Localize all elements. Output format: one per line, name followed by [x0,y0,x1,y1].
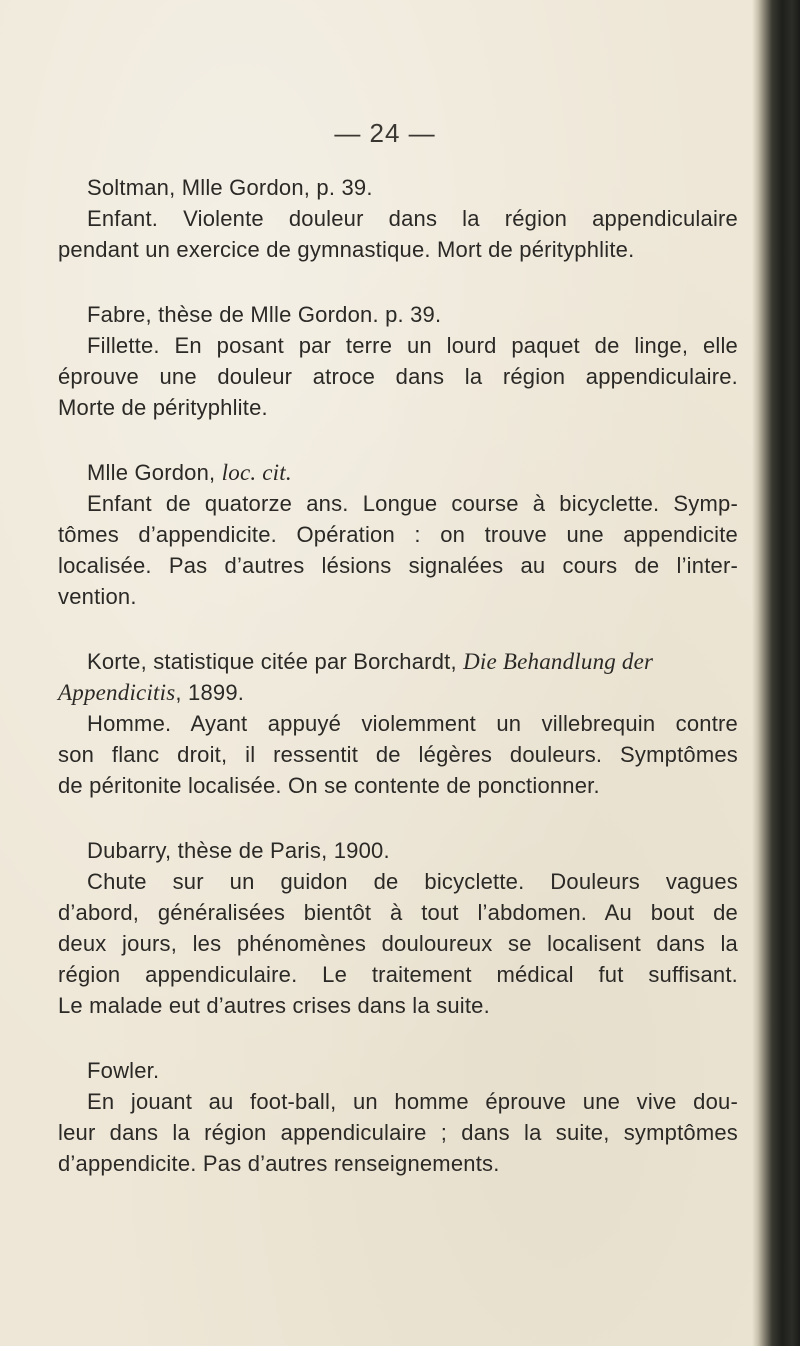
entry-heading-continued [58,677,738,708]
case-entry-dubarry [58,835,738,1021]
case-entry-korte [58,646,738,801]
entry-heading-text: , 1899. [175,680,245,705]
entry-line: Enfant de quatorze ans. Longue course à bicyclette. Symp- [87,491,738,516]
entry-line: Morte de pérityphlite. [58,395,268,420]
case-entry-fabre [58,299,738,423]
case-entry-soltman [58,172,738,265]
entry-line: En jouant au foot-ball, un homme éprouve une vive dou- [87,1089,738,1114]
entry-heading [58,646,738,677]
entry-line: deux jours, les phénomènes douloureux se localisent dans la [58,931,738,956]
entry-line: de péritonite localisée. On se contente de ponctionner. [58,773,600,798]
entry-line: pendant un exercice de gymnastique. Mort de pérityphlite. [58,237,635,262]
page-number: — 24 — [334,118,436,148]
entry-line: localisée. Pas d’autres lésions signalées au cours de l’inter- [58,553,738,578]
page-body [58,172,738,1213]
entry-line: Fillette. En posant par terre un lourd paquet de linge, elle [87,333,738,358]
book-binding-edge [752,0,800,1346]
entry-line: leur dans la région appendiculaire ; dans la suite, symptômes [58,1120,738,1145]
entry-heading-italic: Die Behandlung der [463,649,654,674]
entry-heading: Fowler. [87,1058,160,1083]
entry-line: éprouve une douleur atroce dans la région appendiculaire. [58,364,738,389]
entry-line: tômes d’appendicite. Opération : on trouve une appendicite [58,522,738,547]
entry-line: son flanc droit, il ressentit de légères douleurs. Symptômes [58,742,738,767]
entry-heading-italic: loc. cit. [221,460,292,485]
entry-line: Homme. Ayant appuyé violemment un villebrequin contre [87,711,738,736]
entry-line: Le malade eut d’autres crises dans la suite. [58,993,490,1018]
entry-heading-italic: Appendicitis [58,680,176,705]
entry-line: région appendiculaire. Le traitement médical fut suffisant. [58,962,738,987]
entry-heading: Fabre, thèse de Mlle Gordon. p. 39. [87,302,442,327]
entry-heading [58,457,738,488]
entry-heading: Dubarry, thèse de Paris, 1900. [87,838,390,863]
entry-line: d’appendicite. Pas d’autres renseignements. [58,1151,500,1176]
entry-line: Enfant. Violente douleur dans la région appendiculaire [87,206,738,231]
entry-heading-text: Korte, statistique citée par Borchardt, [87,649,464,674]
case-entry-gordon [58,457,738,612]
case-entry-fowler [58,1055,738,1179]
entry-heading: Soltman, Mlle Gordon, p. 39. [87,175,373,200]
entry-line: Chute sur un guidon de bicyclette. Douleurs vagues [87,869,738,894]
entry-line: vention. [58,584,137,609]
entry-line: d’abord, généralisées bientôt à tout l’abdomen. Au bout de [58,900,738,925]
entry-heading-text: Mlle Gordon, [87,460,222,485]
